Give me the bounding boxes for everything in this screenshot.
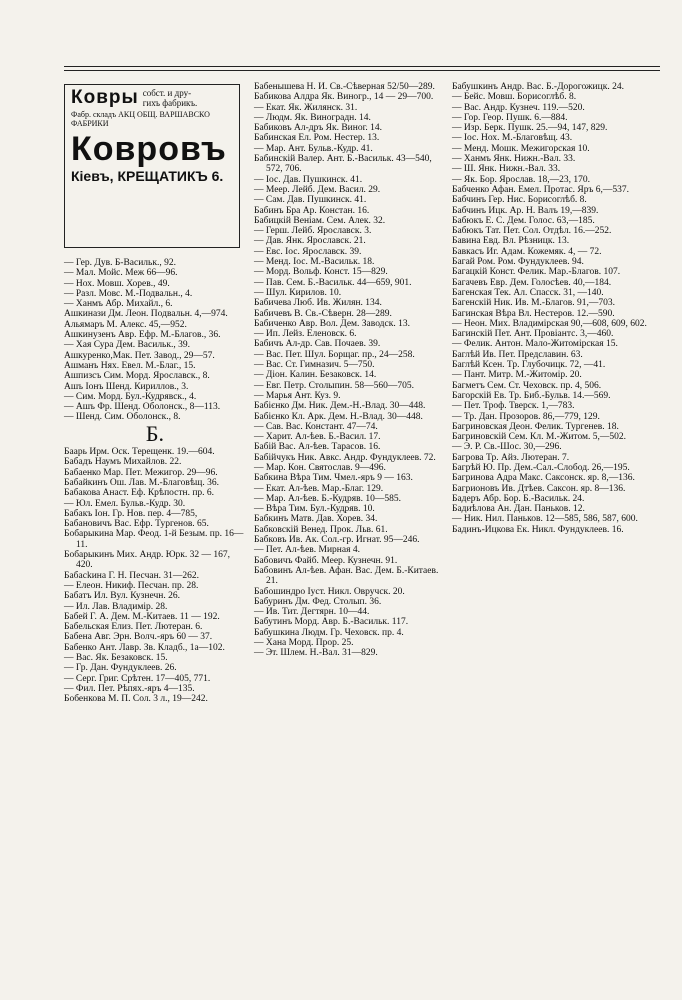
directory-entry: — Фил. Пет. Рѣпях.-яръ 4—135. — [64, 683, 195, 694]
directory-entry: Бабошиндро Іуст. Никл. Овручск. 20. — [254, 586, 405, 597]
directory-entry: — Менд. Мошк. Межигорская 10. — [452, 143, 590, 154]
directory-entry: Ашкинузенъ Авр. Ефр. М.-Благов., 36. — [64, 330, 221, 341]
directory-entry: Багай Ром. Ром. Фундуклеев. 94. — [452, 257, 584, 268]
directory-entry: — Шул. Кирилов. 10. — [254, 287, 342, 298]
directory-entry: Бабаенко Мар. Пет. Межигор. 29—96. — [64, 467, 218, 478]
directory-entry: — Хана Морд. Прор. 25. — [254, 638, 354, 649]
directory-entry: Баглѣй Ив. Пет. Предславин. 63. — [452, 349, 583, 360]
directory-entry: Бабутинъ Морд. Авр. Б.-Васильк. 117. — [254, 617, 409, 628]
directory-entry: — Евс. Іос. Ярославск. 39. — [254, 246, 362, 257]
directory-entry: — Гер. Дув. Б-Васильк., 92. — [64, 258, 176, 268]
directory-entry: Бабовинъ Ал-ѣев. Афан. Вас. Дем. Б.-Китаев. 21. — [254, 565, 439, 587]
directory-entry: — Серг. Григ. Срѣтен. 17—405, 771. — [64, 673, 211, 684]
directory-entry: Багацкій Конст. Фелик. Мар.-Благов. 107. — [452, 267, 621, 278]
directory-entry: Бабановичъ Вас. Ефр. Тургенов. 65. — [64, 519, 209, 530]
directory-entry: — Гор. Геор. Пушк. 6.—884. — [452, 112, 568, 123]
directory-entry: — Фелик. Антон. Мало-Житомірская 15. — [452, 339, 618, 350]
directory-entry: Бабенко Ант. Лавр. Зв. Кладб., 1а—102. — [64, 642, 225, 653]
ad-small-text — [143, 89, 198, 108]
directory-entry: Ашпизсъ Сим. Морд. Ярославск., 8. — [64, 371, 210, 382]
directory-entry: — Эт. Шлем. Н.-Вал. 31—829. — [254, 648, 378, 659]
directory-entry: Бабельская Елиз. Пет. Лютеран. 6. — [64, 622, 203, 633]
directory-entry: Бабинскій Валер. Ант. Б.-Васильк. 43—540, 572, 706. — [254, 154, 432, 175]
directory-entry: Бабієнко Дм. Ник. Дем.-Н.-Влад. 30—448. — [254, 401, 426, 412]
directory-entry: Бобенкова М. П. Сол. 3 л., 19—242. — [64, 694, 208, 705]
directory-entry: — Екат. Ал-ѣев. Мар.-Благ. 129. — [254, 483, 384, 494]
section-letter: Б. — [145, 420, 165, 446]
directory-entry: Бабиковъ Ал-дръ Як. Виног. 14. — [254, 123, 383, 134]
directory-entry: Багенская Тек. Ал. Спасск. 31, —140. — [452, 287, 604, 298]
ad-kovry-word: Ковры — [71, 87, 139, 109]
directory-entry: — Ив. Тит. Дегтярн. 10—44. — [254, 607, 370, 618]
ad-line-1 — [71, 89, 233, 108]
directory-entry: Альямаръ М. Алекс. 45,—952. — [64, 319, 187, 330]
directory-entry: Бабійчукъ Ник. Авкс. Андр. Фундуклеев. 72. — [254, 452, 436, 463]
column-2 — [254, 82, 446, 659]
directory-entry: Багачевъ Евр. Дем. Голосѣев. 40,—184. — [452, 277, 612, 288]
directory-entry: — Іос. Дав. Пушкинск. 41. — [254, 174, 363, 185]
directory-entry: Багметъ Сем. Ст. Чеховск. пр. 4, 506. — [452, 380, 602, 391]
directory-entry: Бабикова Алдра Як. Виногр., 14 — 29—700. — [254, 92, 434, 103]
directory-entry: Бавина Евд. Вл. Рѣзницк. 13. — [452, 236, 570, 247]
directory-entry: — Ш. Янк. Нижн.-Вал. 33. — [452, 164, 561, 175]
directory-entry: — Іос. Нох. М.-Благовѣщ. 43. — [452, 133, 573, 144]
directory-entry: — Вас. Ст. Гимназич. 5—750. — [254, 360, 375, 371]
directory-entry: Багринова Адра Макс. Саксонск. яр. 8,—136. — [452, 473, 635, 484]
directory-entry: — Екат. Як. Жилянск. 31. — [254, 102, 358, 113]
top-rule-thin — [64, 70, 660, 71]
directory-entry: — Мар. Ант. Бульв.-Кудр. 41. — [254, 143, 373, 154]
directory-entry: — Ханмъ Абр. Михайл., 6. — [64, 299, 173, 310]
directory-entry: — Пав. Сем. Б.-Васильк. 44—659, 901. — [254, 277, 412, 288]
directory-entry: — Дав. Янк. Ярославск. 21. — [254, 236, 366, 247]
directory-entry: — Шенд. Сим. Оболонск., 8. — [64, 412, 181, 423]
directory-entry: Бабуринъ Дм. Фед. Столып. 36. — [254, 596, 382, 607]
directory-entry: Бобарыкинъ Мих. Андр. Юрк. 32 — 167, 420. — [64, 550, 231, 571]
directory-entry: — Як. Бор. Ярослав. 18,—23, 170. — [452, 174, 591, 185]
directory-entry: Багинская Вѣра Вл. Нестеров. 12.—590. — [452, 308, 615, 319]
directory-entry: Бабковъ Ив. Ак. Сол.-гр. Игнат. 95—246. — [254, 535, 420, 546]
directory-entry: Бадинъ-Ицкова Ек. Никл. Фундуклеев. 16. — [452, 524, 624, 535]
directory-entry: — Менд. Іос. М.-Васильк. 18. — [254, 257, 375, 268]
directory-entry: Бабакова Анаст. Еф. Крѣпостн. пр. 6. — [64, 488, 215, 499]
directory-entry: Бадиѣлова Ан. Дан. Паньков. 12. — [452, 504, 585, 515]
directory-entry: — Вас. Як. Безаковск. 15. — [64, 652, 168, 663]
directory-entry: Багриновская Деон. Фелик. Тургенев. 18. — [452, 421, 619, 432]
directory-entry: Бабичъ Ал-др. Сав. Почаев. 39. — [254, 339, 381, 350]
top-rule-thick — [64, 66, 660, 67]
directory-entry: — Разл. Мовс. М.-Подвальн., 4. — [64, 288, 193, 299]
directory-entry: Бабатъ Ил. Вул. Кузнечн. 26. — [64, 591, 180, 602]
directory-entry: — Ил. Лав. Владимір. 28. — [64, 601, 168, 612]
directory-entry: — Юл. Емел. Бульв.-Кудр. 30. — [64, 498, 186, 509]
directory-entry: Багрионовъ Ив. Дтѣев. Саксон. яр. 8—136. — [452, 483, 626, 494]
directory-entry: — Гр. Дан. Фундуклеев. 26. — [64, 663, 177, 674]
directory-entry: Багрѣй Ю. Пр. Дем.-Сал.-Слобод. 26,—195. — [452, 462, 630, 473]
directory-entry: Бабей Г. А. Дем. М.-Китаев. 11 — 192. — [64, 611, 220, 622]
ad-factory-line: Фабр. складъ АКЦ ОБЩ. ВАРШАВСКО ФАБРИКИ — [71, 110, 210, 128]
column-1 — [64, 82, 246, 704]
directory-entry: — Изр. Берк. Пушк. 25.—94, 147, 829. — [452, 123, 608, 134]
directory-entry: — Неон. Мих. Владимірская 90,—608, 609, 602. — [452, 318, 647, 329]
column-1-entries-top — [64, 258, 246, 423]
directory-entry: Бабієнко Кл. Арк. Дем. Н.-Влад. 30—448. — [254, 411, 423, 422]
directory-entry: Багриновскій Сем. Кл. М.-Житом. 5,—502. — [452, 432, 627, 443]
directory-entry: — Вѣра Тим. Бул.-Кудряв. 10. — [254, 504, 375, 515]
directory-entry: Бабенышева Н. И. Св.-Сѣверная 52/50—289. — [254, 82, 435, 92]
directory-entry: Бабій Вас. Ал-ѣев. Тарасов. 16. — [254, 442, 381, 453]
directory-entry: — Пет. Троф. Тверск. 1,—783. — [452, 401, 575, 412]
directory-entry: Баарь Ирм. Оск. Терещенк. 19.—604. — [64, 447, 215, 458]
directory-entry: — Хая Сура Дем. Васильк., 39. — [64, 340, 191, 351]
directory-entry: — Елеон. Никиф. Песчан. пр. 28. — [64, 580, 199, 591]
directory-entry: Бабкинъ Матв. Дав. Хорев. 34. — [254, 514, 378, 525]
directory-entry: Бабюкъ Тат. Пет. Сол. Отдѣл. 16.—252. — [452, 226, 612, 237]
directory-entry: — Сам. Дав. Пушкинск. 41. — [254, 195, 367, 206]
directory-entry: Бабиченко Авр. Вол. Дем. Заводск. 13. — [254, 318, 410, 329]
directory-entry: — Людм. Як. Виноградн. 14. — [254, 112, 371, 123]
directory-entry: Бабковскій Венед. Прок. Льв. 61. — [254, 524, 388, 535]
directory-entry: Ашкинази Дм. Леон. Подвальн. 4,—974. — [64, 309, 228, 320]
directory-entry: Багрова Тр. Айз. Лютеран. 7. — [452, 452, 570, 463]
directory-entry: Бабена Авг. Эрн. Волч.-яръ 60 — 37. — [64, 632, 213, 643]
directory-entry: Бабинъ Бра Ар. Констан. 16. — [254, 205, 370, 216]
directory-entry: — Бейс. Мовш. Борисоглѣб. 8. — [452, 92, 577, 103]
directory-entry: — Ник. Нил. Паньков. 12—585, 586, 587, 600. — [452, 514, 638, 525]
column-3 — [452, 82, 662, 535]
directory-entry: — Пет. Ал-ѣев. Мирная 4. — [254, 545, 360, 556]
directory-entry: Ашманъ Нях. Евел. М.-Благ., 15. — [64, 360, 196, 371]
directory-entry: — Мал. Мойс. Меж 66—96. — [64, 268, 178, 279]
directory-entry: Багенскій Ник. Ив. М.-Благов. 91,—703. — [452, 298, 615, 309]
directory-entry: Баглѣй Ксен. Тр. Глубочицк. 72, —41. — [452, 360, 606, 371]
directory-entry: Бабицкій Веніам. Сем. Алек. 32. — [254, 215, 386, 226]
directory-entry: Бавкасъ Иг. Адам. Кожемяк. 4, — 72. — [452, 246, 602, 257]
directory-entry: Бабчинъ Ицк. Ар. Н. Валъ 19,—839. — [452, 205, 599, 216]
directory-entry: — Морд. Вольф. Конст. 15—829. — [254, 267, 388, 278]
directory-entry: Ашкуренко,Мак. Пет. Завод., 29—57. — [64, 350, 215, 361]
directory-entry: Бабкина Вѣра Тим. Чмел.-яръ 9 — 163. — [254, 473, 413, 484]
directory-entry: Бабайкинъ Ош. Лав. М.-Благовѣщ. 36. — [64, 477, 219, 488]
directory-entry: — Нох. Мовш. Хорев., 49. — [64, 278, 170, 289]
directory-entry: — Евг. Петр. Столыпин. 58—560—705. — [254, 380, 414, 391]
ad-small-2: гихъ фабрикъ. — [142, 97, 198, 108]
directory-entry: — Марья Ант. Куз. 9. — [254, 390, 341, 401]
directory-entry: — Мар. Ал-ѣев. Б.-Кудряв. 10—585. — [254, 493, 401, 504]
directory-entry: Багинскій Пет. Ант. Провіантс. 3,—460. — [452, 329, 614, 340]
directory-entry: — Вас. Пет. Шул. Борщаг. пр., 24—258. — [254, 349, 415, 360]
column-1-entries-bottom — [64, 447, 246, 704]
directory-entry: — Сим. Морд. Бул.-Кудрявск., 4. — [64, 391, 197, 402]
directory-entry: — Ашъ Фр. Шенд. Оболонск., 8—113. — [64, 402, 221, 413]
advertisement-box — [64, 84, 240, 248]
directory-entry: Бабченко Афан. Емел. Протас. Яръ 6,—537. — [452, 184, 630, 195]
directory-entry: — Герш. Лейб. Ярославск. 3. — [254, 226, 372, 237]
directory-entry: Бадеръ Абр. Бор. Б.-Васильк. 24. — [452, 493, 585, 504]
ad-address: Кіевъ, КРЕЩАТИКЪ 6. — [71, 168, 224, 184]
directory-entry: — Харит. Ал-ѣев. Б.-Васил. 17. — [254, 432, 381, 443]
directory-entry: Бабчинъ Гер. Нис. Борисоглѣб. 8. — [452, 195, 587, 206]
directory-entry: — Пант. Митр. М.-Житомір. 20. — [452, 370, 582, 381]
directory-entry: — Меер. Лейб. Дем. Васил. 29. — [254, 184, 381, 195]
directory-entry: — Вас. Андр. Кузнеч. 119.—520. — [452, 102, 585, 113]
directory-entry: Бабюкъ Е. С. Дем. Голос. 63,—185. — [452, 215, 595, 226]
directory-entry: Бабовичъ Файб. Меер. Кузнечн. 91. — [254, 555, 398, 566]
directory-entry: — Тр. Дан. Прозоров. 86,—779, 129. — [452, 411, 600, 422]
directory-entry: Бабадъ Наумъ Михайлов. 22. — [64, 457, 182, 468]
ad-small-1: собст. и дру- — [142, 88, 192, 98]
directory-entry: — Ханмъ Янк. Нижн.-Вал. 33. — [452, 154, 576, 165]
directory-entry: Бабушкина Людм. Гр. Чеховск. пр. 4. — [254, 627, 404, 638]
directory-entry: — Сав. Вас. Констант. 47—74. — [254, 421, 378, 432]
ad-brand: Ковровъ — [71, 130, 227, 168]
directory-entry: Бобарыкина Мар. Феод. 1-й Безым. пр. 16—11. — [64, 529, 244, 550]
directory-entry: Бабушкинъ Андр. Вас. Б.-Дорогожицк. 24. — [452, 82, 624, 92]
directory-entry: Багорскій Ев. Тр. Биб.-Бульв. 14.—569. — [452, 390, 611, 401]
directory-entry: — Э. Р. Св.-Шос. 30,—296. — [452, 442, 562, 453]
directory-entry: Бабичевъ В. Св.-Сѣверн. 28—289. — [254, 308, 392, 319]
directory-entry: Бабичева Люб. Ив. Жилян. 134. — [254, 298, 382, 309]
directory-entry: Бабасkина Г. Н. Песчан. 31—262. — [64, 570, 200, 581]
directory-entry: Бабинская Ел. Ром. Нестер. 13. — [254, 133, 380, 144]
directory-entry: — Ип. Лейз. Еленовск. 6. — [254, 329, 357, 340]
directory-entry: — Діон. Калин. Безаковск. 14. — [254, 370, 377, 381]
directory-entry: — Мар. Кон. Святослав. 9—496. — [254, 462, 386, 473]
directory-entry: Ашъ Іонъ Шенд. Кириллов., 3. — [64, 381, 189, 392]
directory-entry: Бабакъ Іон. Гр. Нов. пер. 4—785, — [64, 508, 198, 519]
